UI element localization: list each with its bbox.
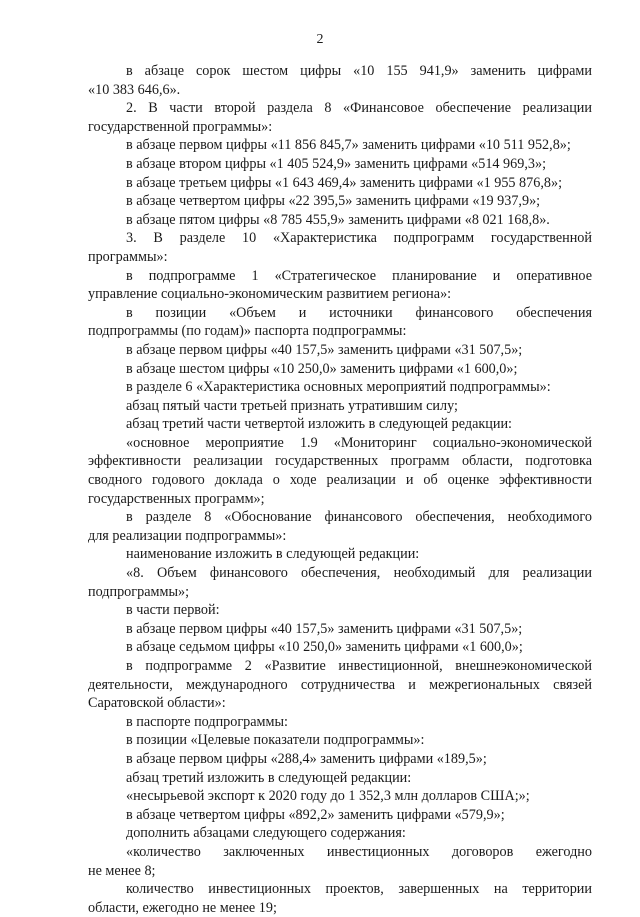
text-line: абзац пятый части третьей признать утратившим силу; (126, 397, 458, 414)
text-line: в абзаце седьмом цифры «10 250,0» заменить цифрами «1 600,0»; (126, 639, 523, 656)
text-line: абзац третий части четвертой изложить в следующей редакции: (126, 416, 512, 433)
text-line: в абзаце первом цифры «40 157,5» заменить цифрами «31 507,5»; (126, 341, 523, 358)
text-line: «несырьевой экспорт к 2020 году до 1 352,3 млн долларов США;»; (126, 788, 530, 805)
text-line: для реализации подпрограммы»: (88, 527, 287, 544)
text-line: 2. В части второй раздела 8 «Финансовое обеспечение реализации (126, 100, 592, 117)
text-line: в абзаце пятом цифры «8 785 455,9» заменить цифрами «8 021 168,8». (126, 211, 550, 228)
text-line: государственных программ»; (88, 490, 265, 507)
text-line: не менее 8; (88, 862, 156, 879)
text-line: 3. В разделе 10 «Характеристика подпрограмм государственной (126, 230, 592, 247)
text-line: дополнить абзацами следующего содержания: (126, 825, 406, 842)
text-line: в части первой: (126, 602, 220, 619)
text-line: государственной программы»: (88, 118, 273, 135)
text-line: количество инвестиционных проектов, завершенных на территории (126, 881, 592, 898)
text-line: в абзаце первом цифры «11 856 845,7» заменить цифрами «10 511 952,8»; (126, 137, 571, 154)
text-line: в подпрограмме 2 «Развитие инвестиционной, внешнеэкономической (126, 658, 592, 674)
text-line: эффективности реализации государственных программ области, подготовка (88, 453, 592, 470)
text-line: подпрограммы (по годам)» паспорта подпрограммы: (88, 323, 407, 340)
text-line: «8. Объем финансового обеспечения, необходимый для реализации (126, 565, 592, 582)
text-line: в абзаце третьем цифры «1 643 469,4» заменить цифрами «1 955 876,8»; (126, 174, 563, 191)
text-line: в абзаце первом цифры «40 157,5» заменить цифрами «31 507,5»; (126, 620, 523, 637)
text-line: наименование изложить в следующей редакции: (126, 546, 420, 563)
page-number: 2 (316, 32, 324, 47)
text-line: деятельности, международного сотрудничества и межрегиональных связей (88, 676, 592, 693)
text-line: в позиции «Целевые показатели подпрограммы»: (126, 732, 425, 749)
text-line: области, ежегодно не менее 19; (88, 899, 277, 916)
text-line: подпрограммы»; (88, 583, 190, 600)
text-line: в абзаце четвертом цифры «22 395,5» заменить цифрами «19 937,9»; (126, 193, 541, 210)
document-body (88, 62, 592, 917)
text-line: «основное мероприятие 1.9 «Мониторинг социально-экономической (126, 434, 592, 451)
text-line: Саратовской области»: (88, 695, 226, 712)
text-line: в абзаце четвертом цифры «892,2» заменить цифрами «579,9»; (126, 806, 505, 823)
text-line: программы»: (88, 248, 168, 265)
text-line: в подпрограмме 1 «Стратегическое планирование и оперативное (126, 267, 592, 284)
text-line: сводного годового доклада о ходе реализации и об оценке эффективности (88, 472, 592, 489)
text-line: в разделе 6 «Характеристика основных мероприятий подпрограммы»: (126, 379, 551, 396)
text-line: в абзаце первом цифры «288,4» заменить цифрами «189,5»; (126, 750, 487, 767)
text-line: «количество заключенных инвестиционных договоров ежегодно (126, 843, 592, 860)
text-line: абзац третий изложить в следующей редакции: (126, 769, 412, 786)
text-line: в позиции «Объем и источники финансового обеспечения (126, 304, 592, 321)
text-line: в абзаце шестом цифры «10 250,0» заменить цифрами «1 600,0»; (126, 360, 518, 377)
text-line: в паспорте подпрограммы: (126, 713, 288, 730)
text-line: в разделе 8 «Обоснование финансового обеспечения, необходимого (126, 509, 592, 526)
text-line: в абзаце втором цифры «1 405 524,9» заменить цифрами «514 969,3»; (126, 155, 547, 172)
text-line: «10 383 646,6». (88, 81, 181, 98)
text-line: управление социально-экономическим развитием региона»: (88, 286, 452, 303)
text-line: в абзаце сорок шестом цифры «10 155 941,9» заменить цифрами (126, 63, 592, 79)
